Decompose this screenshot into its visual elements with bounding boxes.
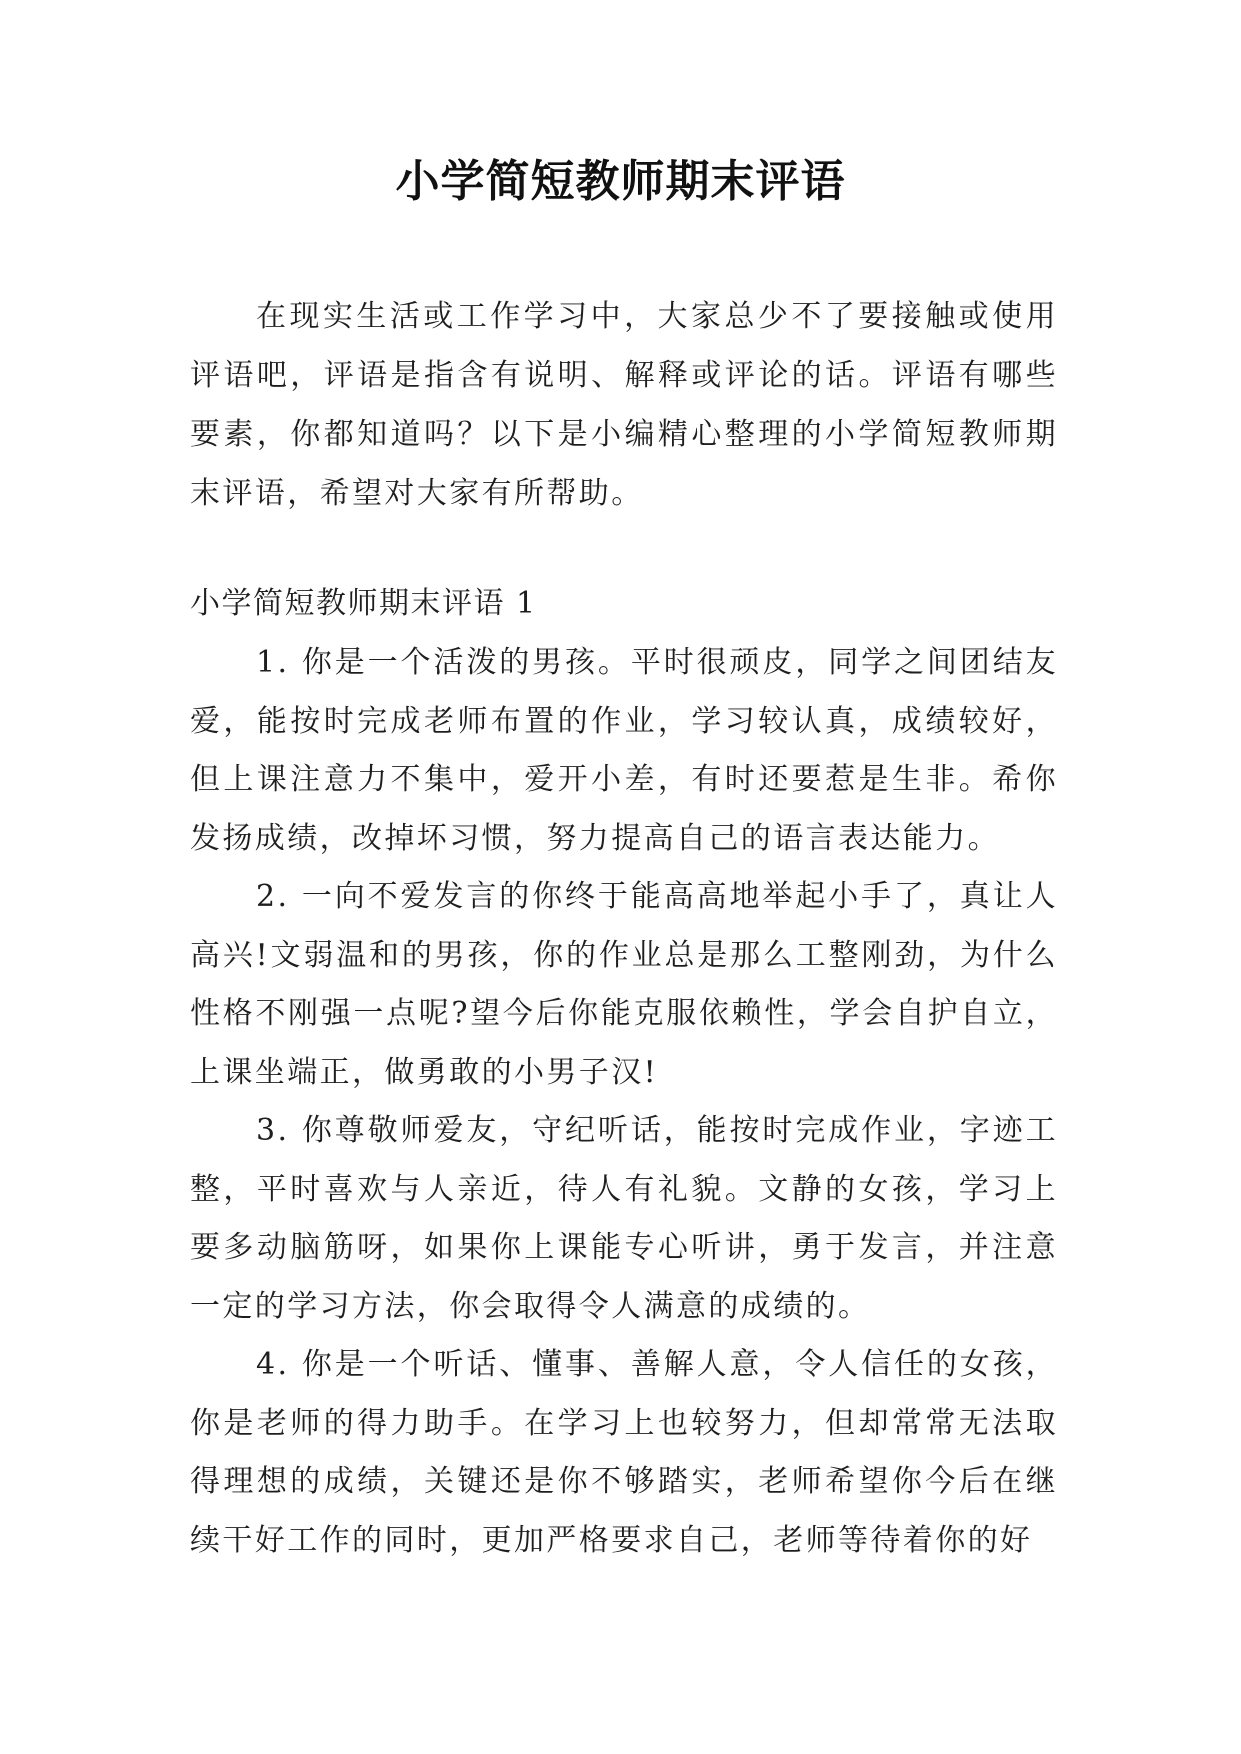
- intro-paragraph: 在现实生活或工作学习中，大家总少不了要接触或使用评语吧，评语是指含有说明、解释或评论的话。评语有哪些要素，你都知道吗？以下是小编精心整理的小学简短教师期末评语，希望对大家有所帮助。: [190, 299, 1058, 511]
- document-title: 小学简短教师期末评语: [395, 156, 846, 207]
- section-heading: 小学简短教师期末评语 1: [190, 586, 537, 621]
- comment-item-2: 2. 一向不爱发言的你终于能高高地举起小手了，真让人高兴!文弱温和的男孩，你的作业总是那么工整刚劲，为什么性格不刚强一点呢?望今后你能克服依赖性，学会自护自立，上课坐端正，做勇敢的小男子汉!: [190, 879, 1058, 1090]
- comment-item-3: 3. 你尊敬师爱友，守纪听话，能按时完成作业，字迹工整，平时喜欢与人亲近，待人有礼貌。文静的女孩，学习上要多动脑筋呀，如果你上课能专心听讲，勇于发言，并注意一定的学习方法，你会取得令人满意的成绩的。: [190, 1113, 1058, 1324]
- comment-item-4: 4. 你是一个听话、懂事、善解人意，令人信任的女孩，你是老师的得力助手。在学习上也较努力，但却常常无法取得理想的成绩，关键还是你不够踏实，老师希望你今后在继续干好工作的同时，更加严格要求自己，老师等待着你的好: [190, 1347, 1058, 1558]
- comment-item-1: 1. 你是一个活泼的男孩。平时很顽皮，同学之间团结友爱，能按时完成老师布置的作业，学习较认真，成绩较好，但上课注意力不集中，爱开小差，有时还要惹是生非。希你发扬成绩，改掉坏习惯，努力提高自己的语言表达能力。: [190, 645, 1058, 856]
